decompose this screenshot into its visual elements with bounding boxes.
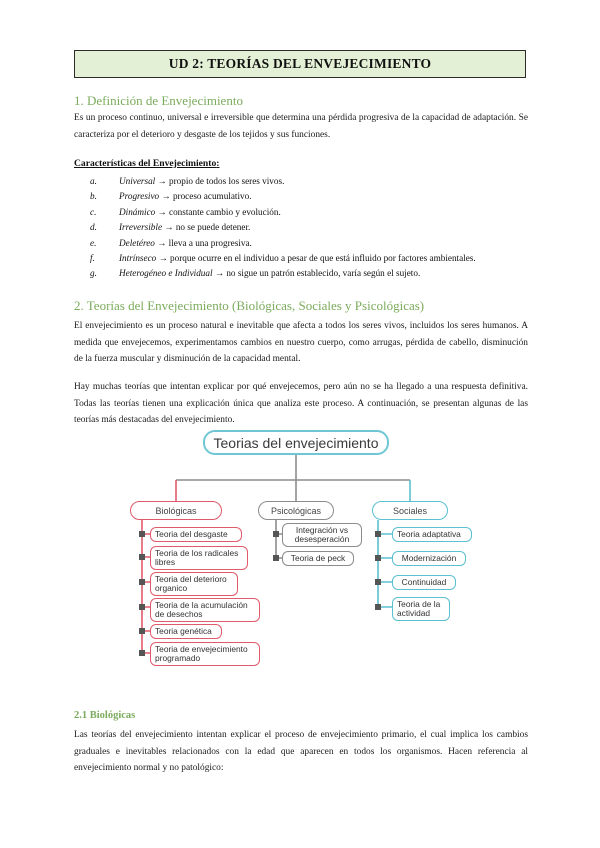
- theory-continuidad: Continuidad: [392, 575, 456, 590]
- theory-genetica: Teoria genética: [150, 624, 222, 639]
- category-biologicas: Biológicas: [130, 501, 222, 520]
- definition-paragraph: Es un proceso continuo, universal e irreversible que determina una pérdida progresiva de la capacidad de adaptación. Se caracteriza por el deterioro y desgaste de los tejidos y sus funciones.: [74, 113, 528, 140]
- list-item: d. Irreversible → no se puede detener.: [90, 222, 251, 233]
- theory-deterioro-organico: Teoria del deterioro organico: [150, 572, 238, 596]
- list-item: a. Universal → propio de todos los seres vivos.: [90, 176, 285, 186]
- theory-envejecimiento-programado: Teoria de envejecimiento programado: [150, 642, 260, 666]
- theory-adaptativa: Teoria adaptativa: [392, 527, 472, 542]
- theory-desgaste: Teoria del desgaste: [150, 527, 242, 542]
- mindmap-title: Teorias del envejecimiento: [203, 430, 389, 455]
- theory-radicales-libres: Teoria de los radicales libres: [150, 546, 248, 570]
- theory-integracion-desesperacion: Integración vs desesperación: [282, 523, 362, 547]
- section2-paragraph-1: El envejecimiento es un proceso natural e inevitable que afecta a todos los seres vivos, incluidos los seres humanos. A medida que envejecemos, experimentamos cambios en nuestro cuerpo, como arrugas, pérdida de cabello, disminución de la fuerza muscular y disminución de la capacidad mental.: [74, 321, 528, 364]
- list-item: c. Dinámico → constante cambio y evolución.: [90, 206, 281, 217]
- theory-modernizacion: Modernización: [392, 551, 466, 566]
- section21-heading: 2.1 Biológicas: [74, 710, 136, 721]
- theory-peck: Teoria de peck: [282, 551, 354, 566]
- theory-acumulacion-desechos: Teoria de la acumulación de desechos: [150, 598, 260, 622]
- document-title: UD 2: TEORÍAS DEL ENVEJECIMIENTO: [74, 50, 526, 78]
- list-item: b. Progresivo → proceso acumulativo.: [90, 191, 252, 202]
- list-item: f. Intrínseco → porque ocurre en el individuo a pesar de que está influido por factores ambientales.: [90, 253, 476, 264]
- characteristics-list: [90, 174, 530, 282]
- section2-paragraph-2: Hay muchas teorías que intentan explicar por qué envejecemos, pero aún no se ha llegado a una respuesta definitiva. Todas las teorías tienen una explicación única que analiza este proceso. A continuación, se presentan algunas de las teorías más destacadas del envejecimiento.: [74, 382, 528, 425]
- characteristics-heading: Características del Envejecimiento:: [74, 158, 220, 169]
- section21-paragraph: Las teorías del envejecimiento intentan explicar el proceso de envejecimiento primario, el cual implica los cambios graduales e inevitables relacionados con la edad que aparecen en todos los organismos. Hacen referencia al envejecimiento normal y no patológico:: [74, 730, 528, 773]
- category-psicologicas: Psicológicas: [258, 501, 334, 520]
- section2-heading: 2. Teorías del Envejecimiento (Biológicas, Sociales y Psicológicas): [74, 298, 425, 313]
- category-sociales: Sociales: [372, 501, 448, 520]
- list-item: g. Heterogéneo e Individual → no sigue un patrón establecido, varía según el sujeto.: [90, 268, 421, 279]
- theory-actividad: Teoria de la actividad: [392, 597, 450, 621]
- section1-heading: 1. Definición de Envejecimiento: [74, 93, 243, 108]
- list-item: e. Deletéreo → lleva a una progresiva.: [90, 237, 252, 248]
